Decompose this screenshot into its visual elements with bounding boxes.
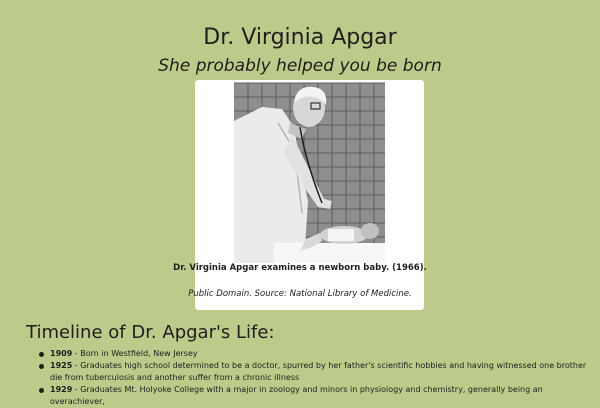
timeline-item <box>38 360 598 384</box>
timeline-list <box>38 348 598 408</box>
page-title: Dr. Virginia Apgar <box>203 25 397 50</box>
timeline-year: 1929 <box>50 385 73 394</box>
timeline-year: 1925 <box>50 361 73 370</box>
bullet-icon <box>39 352 44 357</box>
timeline-item <box>38 348 598 360</box>
timeline-year: 1909 <box>50 349 73 358</box>
timeline-text: - Graduates high school determined to be a doctor, spurred by her father's scientific hobbies and having witnessed one brother die from tuberculosis and another suffer from a chronic illness <box>50 361 587 382</box>
timeline-item <box>38 384 598 408</box>
photo-caption: Dr. Virginia Apgar examines a newborn baby. (1966). <box>173 263 427 273</box>
bullet-icon <box>39 388 44 393</box>
timeline-heading: Timeline of Dr. Apgar's Life: <box>26 322 275 343</box>
photo-credit: Public Domain. Source: National Library of Medicine. <box>188 289 412 299</box>
bullet-icon <box>39 364 44 369</box>
apgar-photo <box>234 83 385 263</box>
photo-card <box>195 80 424 310</box>
timeline-text: - Graduates Mt. Holyoke College with a major in zoology and minors in physiology and chemistry, generally being an overachiever, <box>50 385 543 406</box>
page-tagline: She probably helped you be born <box>158 56 442 76</box>
timeline-text: - Born in Westfield, New Jersey <box>72 349 198 358</box>
